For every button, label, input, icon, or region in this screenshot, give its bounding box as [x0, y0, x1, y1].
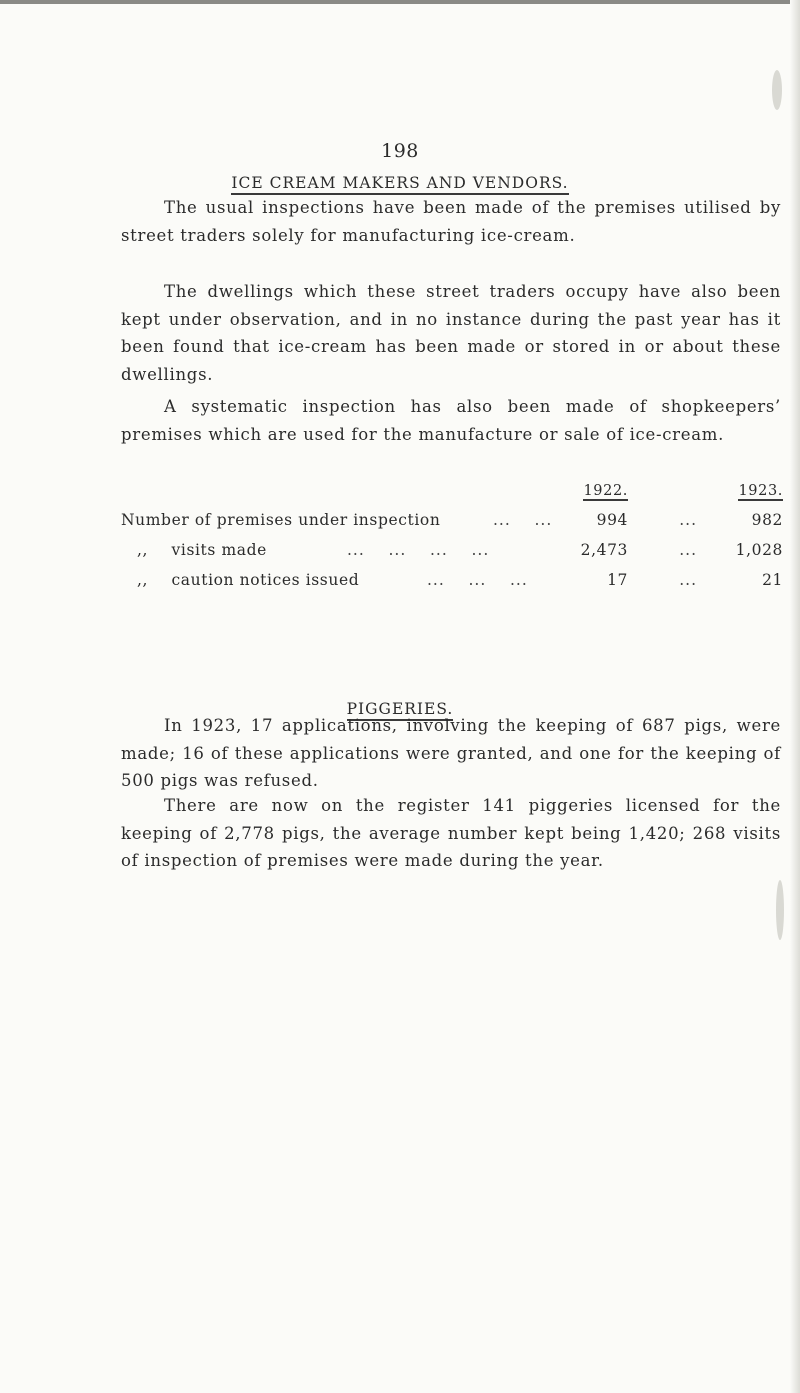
value-1923: 1,028	[735, 541, 783, 559]
column-header-1923	[738, 483, 783, 499]
ice-cream-heading	[0, 174, 800, 195]
table-row	[121, 571, 783, 601]
page-number: 198	[381, 140, 419, 162]
piggeries-heading-text: PIGGERIES.	[347, 700, 454, 721]
leader-dots: ...	[679, 511, 697, 529]
value-1923: 982	[751, 511, 783, 529]
value-1922: 994	[596, 511, 628, 529]
table-row	[121, 511, 783, 541]
leader-dots: ... ... ...	[427, 571, 528, 589]
ice-cream-paragraph-1: The usual inspections have been made of the premises utilised by street traders solely for manufacturing ice-cream.	[121, 198, 781, 245]
value-1922: 17	[607, 571, 628, 589]
ice-cream-heading-text: ICE CREAM MAKERS AND VENDORS.	[231, 174, 568, 195]
row-label-text: visits made	[171, 541, 267, 559]
piggeries-paragraph-2: There are now on the register 141 piggeries licensed for the keeping of 2,778 pigs, the average number kept being 1,420; 268 visits of inspection of premises were made during the year.	[121, 796, 781, 870]
leader-dots: ...	[679, 571, 697, 589]
row-label-text: caution notices issued	[171, 571, 360, 589]
value-1923: 21	[762, 571, 783, 589]
table-header	[121, 483, 783, 511]
page-top-edge	[0, 0, 800, 4]
column-header-1923-text: 1923.	[738, 483, 783, 499]
inspection-table	[121, 483, 783, 601]
scan-smudge	[772, 70, 782, 110]
column-header-1922	[583, 483, 628, 499]
leader-dots: ... ... ... ...	[347, 541, 490, 559]
row-prefix: ,,	[137, 571, 149, 589]
row-label	[121, 511, 440, 529]
row-label	[121, 541, 267, 559]
row-label-text: premises under inspection	[216, 511, 441, 529]
table-row	[121, 541, 783, 571]
ice-cream-paragraph-3: A systematic inspection has also been made of shopkeepers’ premises which are used for the manufacture or sale of ice-cream.	[121, 397, 781, 444]
page-right-edge	[790, 0, 800, 1393]
ice-cream-paragraph-2: The dwellings which these street traders occupy have also been kept under observation, and in no instance during the past year has it been found that ice-cream has been made or stored in or about these dwellings.	[121, 282, 781, 384]
row-label	[121, 571, 359, 589]
leader-dots: ... ...	[493, 511, 553, 529]
piggeries-paragraph-1: In 1923, 17 applications, involving the keeping of 687 pigs, were made; 16 of these applications were granted, and one for the keeping of 500 pigs was refused.	[121, 716, 781, 790]
column-header-1922-text: 1922.	[583, 483, 628, 499]
row-prefix: Number of	[121, 511, 212, 529]
value-1922: 2,473	[580, 541, 628, 559]
leader-dots: ...	[679, 541, 697, 559]
scan-smudge	[776, 880, 784, 940]
row-prefix: ,,	[137, 541, 149, 559]
